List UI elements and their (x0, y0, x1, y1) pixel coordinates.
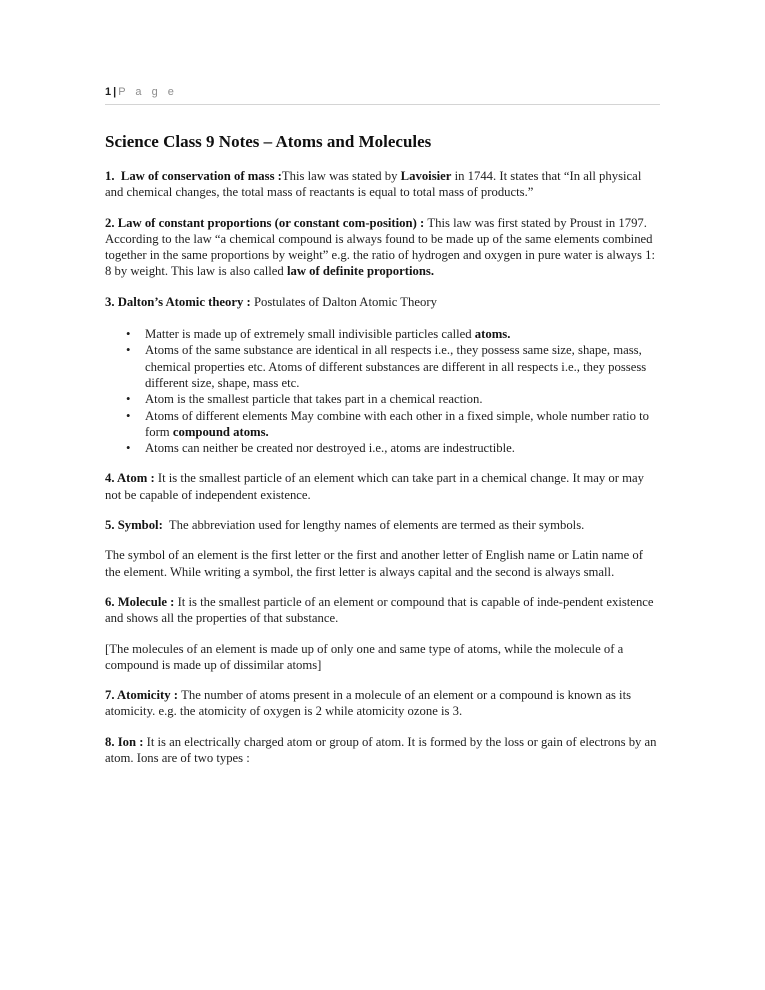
paragraph-ion (105, 734, 660, 767)
term-label: 4. Atom : (105, 471, 158, 486)
body-text: The number of atoms present in a molecule of an element or a compound is known as its atomicity. e.g. the atomicity of oxygen is 2 while atomicity ozone is 3. (105, 688, 635, 719)
postulate-item (105, 342, 660, 391)
body-text: Atoms of the same substance are identical in all respects i.e., they possess same size, shape, mass, chemical properties etc. Atoms of different substances are different in all respects i.e., they possess different size, shape, mass etc. (145, 343, 650, 390)
paragraph-molecule-note (105, 641, 660, 674)
body-text: It is the smallest particle of an element which can take part in a chemical change. It may or may not be capable of independent existence. (105, 471, 648, 502)
paragraph-law-of-conservation-of-mass (105, 168, 660, 201)
term-label: 2. Law of constant proportions (or constant com-position) : (105, 215, 428, 230)
page-label: P a g e (118, 86, 178, 98)
term-label: 3. Dalton’s Atomic theory : (105, 294, 254, 309)
term-label: 6. Molecule : (105, 594, 178, 609)
paragraph-atom (105, 470, 660, 503)
body-text: This law was stated by (281, 169, 401, 183)
body-text: Atom is the smallest particle that takes part in a chemical reaction. (145, 392, 483, 407)
bold-text: law of definite proportions. (286, 264, 435, 279)
postulate-item (105, 326, 660, 342)
body-text: Atoms of different elements May combine with each other in a fixed simple, whole number ratio to form (145, 408, 653, 439)
body-text: The symbol of an element is the first letter or the first and another letter of English name or Latin name of the element. While writing a symbol, the first letter is always capital and the second is always small. (105, 548, 647, 579)
paragraph-symbol-description (105, 547, 660, 580)
paragraph-atomicity (105, 687, 660, 720)
body-text: It is an electrically charged atom or group of atom. It is formed by the loss or gain of electrons by an atom. Ions are of two types : (105, 734, 660, 766)
page-header (105, 86, 660, 105)
body-text: in 1744. It states that “In all physical and chemical changes, the total mass of reactants is equal to total mass of products.” (105, 169, 645, 200)
document-title: Science Class 9 Notes – Atoms and Molecules (105, 132, 432, 151)
body-text: [The molecules of an element is made up of only one and same type of atoms, while the molecule of a compound is made up of dissimilar atoms] (105, 641, 627, 672)
paragraph-daltons-atomic-theory (105, 294, 660, 310)
postulate-item (105, 440, 660, 456)
bold-text: Lavoisier (400, 169, 452, 183)
term-label: 1. Law of conservation of mass : (105, 169, 282, 183)
paragraph-molecule (105, 594, 660, 627)
term-label: 5. Symbol: (105, 518, 163, 533)
daltons-postulates-list (105, 326, 660, 456)
paragraph-law-of-constant-proportions (105, 215, 660, 280)
body-text: It is the smallest particle of an element or compound that is capable of inde-pendent existence and shows all the properties of that substance. (105, 594, 657, 626)
postulate-item (105, 408, 660, 441)
body-text: Postulates of Dalton Atomic Theory (253, 294, 437, 309)
postulate-item (105, 391, 660, 407)
page-number-separator: | (113, 86, 117, 98)
bold-text: compound atoms. (172, 424, 269, 439)
page-number: 1 (105, 86, 113, 98)
paragraph-symbol (105, 517, 660, 533)
body-text: Atoms can neither be created nor destroyed i.e., atoms are indestructible. (145, 441, 515, 456)
term-label: 8. Ion : (105, 734, 147, 749)
body-text: This law was first stated by Proust in 1797. According to the law “a chemical compound is always found to be made up of the same elements combined together in the same proportions by weight” e.g. the ratio of hydrogen and oxygen in pure water is always 1: 8 by weight. This law is also called (105, 215, 659, 279)
bold-text: atoms. (474, 327, 511, 342)
term-label: 7. Atomicity : (105, 688, 182, 703)
body-text: The abbreviation used for lengthy names of elements are termed as their symbols. (162, 518, 585, 533)
body-text: Matter is made up of extremely small indivisible particles called (145, 327, 475, 342)
